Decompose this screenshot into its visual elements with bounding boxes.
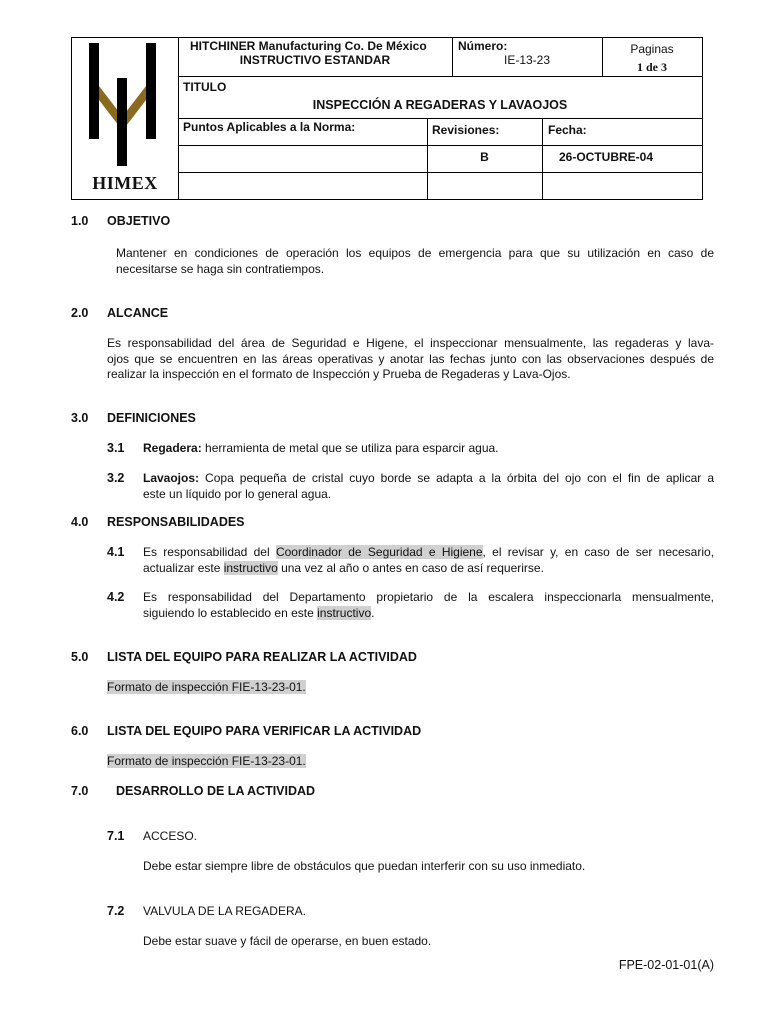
objetivo-text [116, 246, 714, 277]
puntos-label: Puntos Aplicables a la Norma: [183, 120, 356, 134]
highlighted-text: instructivo [223, 560, 278, 575]
subsection-title-acceso: ACCESO. [143, 829, 198, 843]
definition-term: Regadera: [143, 441, 202, 455]
section-title-alcance: ALCANCE [107, 306, 169, 320]
alcance-line: realizar la inspección en el formato de Inspección y Prueba de Regaderas y Lava-Ojos. [107, 367, 571, 381]
paginas-label: Paginas [630, 42, 674, 56]
text-run: siguiendo lo establecido en este [143, 605, 318, 620]
acceso-text: Debe estar siempre libre de obstáculos que puedan interferir con su uso inmediato. [143, 859, 586, 873]
document-header-table [71, 37, 703, 200]
subsection-number: 4.1 [107, 545, 125, 559]
subsection-title-valvula: VALVULA DE LA REGADERA. [143, 904, 306, 918]
highlighted-text: Formato de inspección FIE-13-23-01. [107, 754, 306, 768]
numero-label: Número: [458, 39, 508, 53]
company-logo [72, 38, 178, 199]
form-code: FPE-02-01-01(A) [618, 958, 714, 972]
highlighted-text: Coordinador de Seguridad e Higiene [275, 545, 483, 559]
subsection-number: 7.1 [107, 829, 125, 843]
definition-regadera [143, 441, 714, 457]
alcance-line: ojos que se encuentren en las áreas operativas y anotar las fechas junto con las observaciones después de [107, 351, 714, 366]
logo-text: HIMEX [92, 173, 158, 193]
valvula-text: Debe estar suave y fácil de operarse, en buen estado. [143, 934, 432, 948]
highlighted-text: Formato de inspección FIE-13-23-01. [107, 680, 306, 694]
text-run: Es responsabilidad del Departamento propietario de la escalera inspeccionarla mensualmente, [143, 590, 714, 604]
highlighted-text: instructivo [317, 605, 372, 620]
revisiones-label: Revisiones: [432, 123, 500, 137]
titulo-label: TITULO [183, 80, 227, 94]
section-title-equipo-verificar: LISTA DEL EQUIPO PARA VERIFICAR LA ACTIVIDAD [107, 724, 422, 738]
revision-value: B [480, 150, 489, 164]
subsection-number: 3.1 [107, 441, 125, 455]
alcance-line: Es responsabilidad del área de Seguridad e Higene, el inspeccionar mensualmente, las regaderas y lava- [107, 336, 714, 350]
fecha-value: 26-OCTUBRE-04 [559, 150, 654, 164]
text-run: actualizar este [143, 560, 224, 575]
numero-value: IE-13-23 [503, 53, 551, 67]
equipo-realizar-text [107, 680, 306, 696]
responsabilidad-2 [143, 590, 714, 621]
text-run: . [371, 605, 375, 620]
section-number: 6.0 [71, 724, 89, 738]
definition-text: Copa pequeña de cristal cuyo borde se adapta a la órbita del ojo con el fin de aplicar a [199, 471, 714, 485]
section-number: 3.0 [71, 411, 89, 425]
definition-lavaojos [143, 471, 714, 502]
subsection-number: 7.2 [107, 904, 125, 918]
subsection-number: 4.2 [107, 590, 125, 604]
section-number: 2.0 [71, 306, 89, 320]
document-type: INSTRUCTIVO ESTANDAR [239, 53, 391, 67]
section-title-desarrollo: DESARROLLO DE LA ACTIVIDAD [116, 784, 316, 798]
himex-logo-icon [72, 38, 178, 168]
definition-text: este un líquido por lo general agua. [143, 486, 332, 501]
responsabilidad-1 [143, 545, 714, 576]
section-number: 7.0 [71, 784, 89, 798]
section-title-responsabilidades: RESPONSABILIDADES [107, 515, 245, 529]
section-number: 1.0 [71, 214, 89, 228]
definition-term: Lavaojos: [143, 471, 200, 485]
document-title: INSPECCIÓN A REGADERAS Y LAVAOJOS [312, 98, 568, 112]
section-number: 5.0 [71, 650, 89, 664]
section-number: 4.0 [71, 515, 89, 529]
text-run: una vez al año o antes en caso de así requerirse. [277, 560, 544, 575]
section-title-equipo-realizar: LISTA DEL EQUIPO PARA REALIZAR LA ACTIVIDAD [107, 650, 417, 664]
objetivo-line: Mantener en condiciones de operación los equipos de emergencia para que su utilización en caso de [116, 246, 714, 260]
objetivo-line: necesitarse se haga sin contratiempos. [116, 261, 325, 276]
section-title-objetivo: OBJETIVO [107, 214, 171, 228]
fecha-label: Fecha: [548, 123, 587, 137]
company-name: HITCHINER Manufacturing Co. De México [190, 39, 427, 53]
paginas-value: 1 de 3 [637, 60, 667, 74]
alcance-text [107, 336, 714, 383]
text-run: Es responsabilidad del [143, 545, 276, 559]
text-run: , el revisar y, en caso de ser necesario, [482, 545, 715, 559]
subsection-number: 3.2 [107, 471, 125, 485]
definition-text: herramienta de metal que se utiliza para esparcir agua. [201, 441, 499, 455]
equipo-verificar-text [107, 754, 306, 770]
section-title-definiciones: DEFINICIONES [107, 411, 196, 425]
